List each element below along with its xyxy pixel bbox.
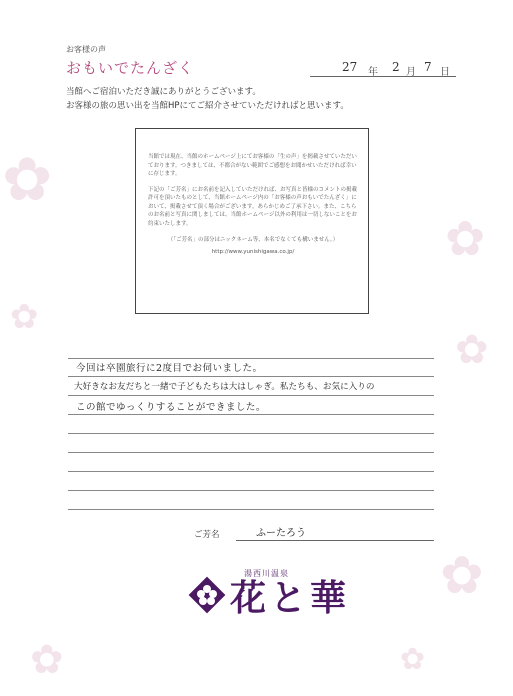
message-line-3: この館でゆっくりすることができました。 <box>76 402 266 413</box>
notice-note: （「ご芳名」の部分はニックネーム等、本名でなくても構いません。） <box>167 237 339 243</box>
date-month-value: 2 <box>392 60 400 74</box>
writing-line <box>68 376 434 377</box>
logo-subtitle: 湯西川温泉 <box>244 569 289 578</box>
writing-line <box>68 509 434 510</box>
flower-emblem-icon <box>188 576 226 614</box>
blossom-decoration: ✿ <box>30 637 64 683</box>
message-line-1: 今回は卒園旅行に2度目でお伺いました。 <box>76 363 263 374</box>
notice-paragraph-2: 下記の「ご芳名」にお名前を記入していただければ、お写真と皆様のコメントの掲載許可を頂いたものとして、当館ホームページ内の「お客様の声おもいでたんざく」において、掲載させて頂く場合がございます。あらかじめご了承下さい。また、こちらのお名前と写真に関しましては、当館ホームページ以外の利用は一切しないことをお約束いたします。 <box>148 186 358 227</box>
logo-name: 花と華 <box>230 577 351 619</box>
date-year-unit: 年 <box>368 67 378 78</box>
intro-line-1: 当館へご宿泊いただき誠にありがとうございます。 <box>66 87 261 97</box>
writing-line <box>68 358 434 359</box>
name-label: ご芳名 <box>194 530 220 540</box>
writing-line <box>68 471 434 472</box>
blossom-decoration: ✿ <box>2 145 53 215</box>
blossom-decoration: ✿ <box>400 642 426 677</box>
hotel-logo <box>186 566 356 626</box>
name-value: ふーたろう <box>256 528 306 539</box>
writing-line <box>68 395 434 396</box>
blossom-decoration: ✿ <box>445 211 486 267</box>
message-line-2: 大好きなお友だちと一緒で子どもたちは大はしゃぎ。私たちも、お気に入りの <box>74 382 375 392</box>
writing-line <box>68 414 434 415</box>
header-label: お客様の声 <box>66 45 106 54</box>
blossom-decoration: ✿ <box>10 297 39 337</box>
writing-line <box>68 452 434 453</box>
notice-paragraph-1: 当館では現在、当館のホームページ上にてお客様の「生の声」を掲載させていただいております。つきましては、不都合がない範囲でご感想をお聞かせいただければ幸いに存じます。 <box>148 154 357 177</box>
page-title: おもいでたんざく <box>66 59 195 77</box>
blossom-decoration: ✿ <box>440 546 484 606</box>
date-day-value: 7 <box>424 60 432 74</box>
date-year-value: 27 <box>342 60 358 74</box>
date-month-unit: 月 <box>406 67 416 78</box>
blossom-decoration: ✿ <box>455 327 489 373</box>
date-day-unit: 日 <box>440 67 450 78</box>
notice-box <box>135 128 369 314</box>
website-url: http://www.yunishigawa.co.jp/ <box>211 249 295 255</box>
intro-line-2: お客様の旅の思い出を当館HPにてご紹介させていただければと思います。 <box>66 101 349 111</box>
writing-line <box>68 433 434 434</box>
writing-line <box>68 490 434 491</box>
date-underline <box>310 76 456 77</box>
name-underline <box>236 540 434 541</box>
